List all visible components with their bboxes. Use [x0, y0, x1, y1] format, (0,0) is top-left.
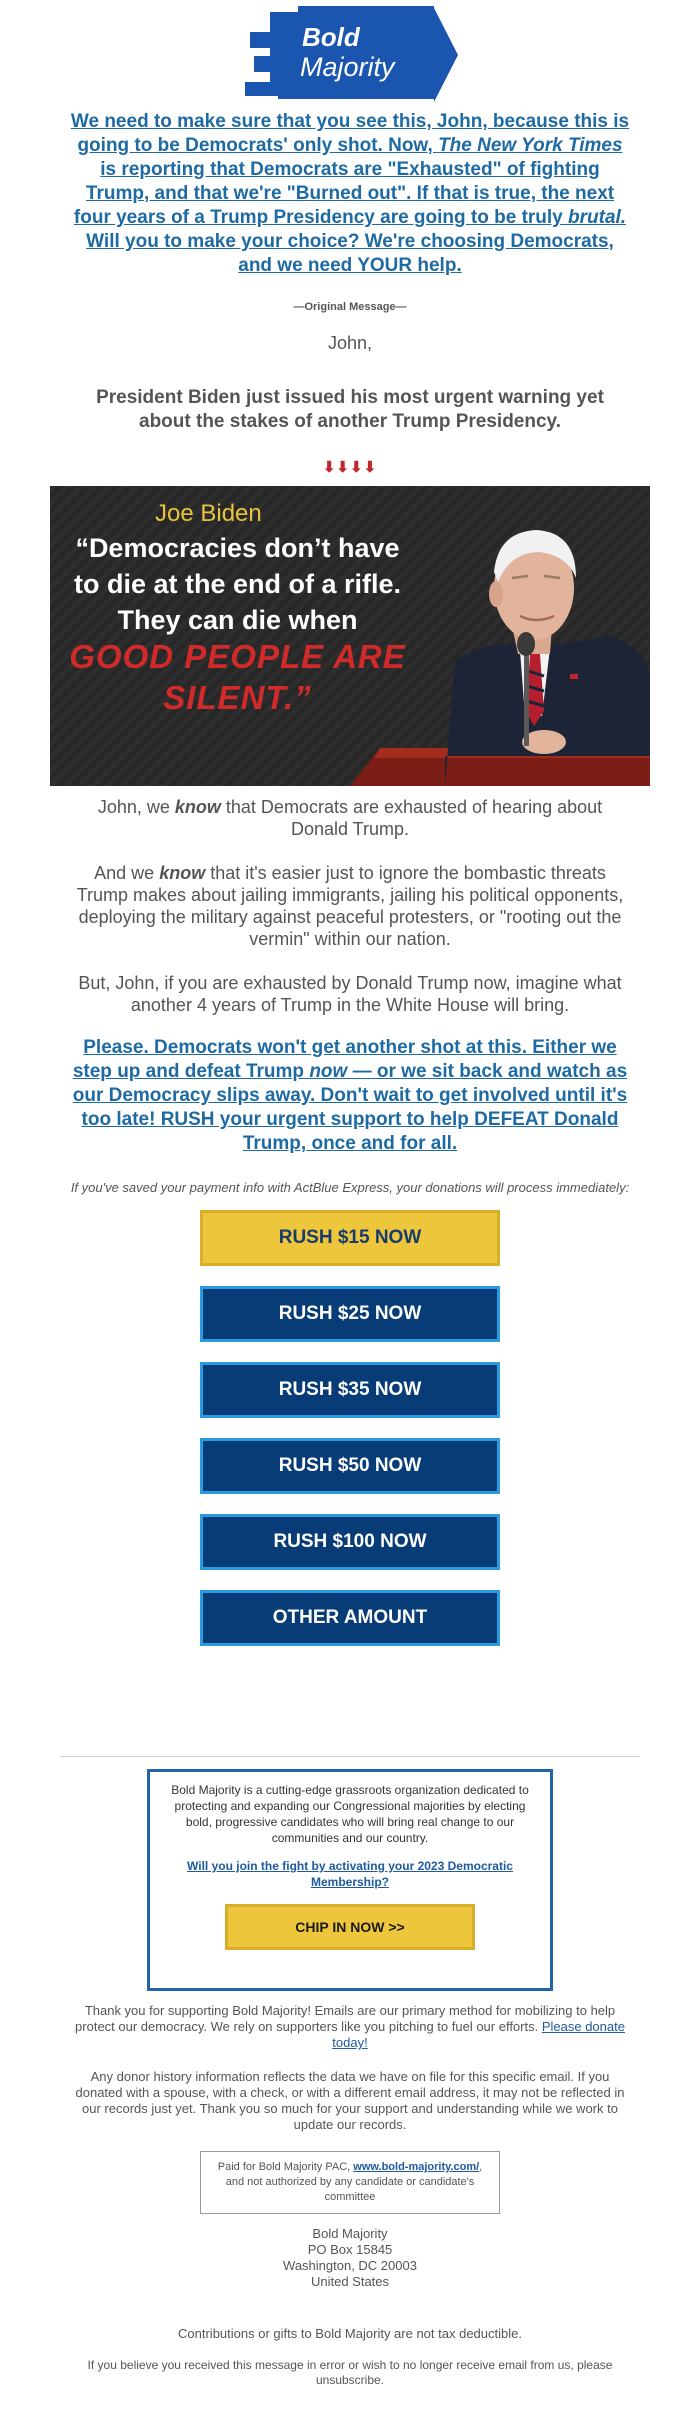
body-paragraph-2	[70, 862, 630, 950]
quote-main-text: “Democracies don’t have to die at the end of a rifle. They can die when	[73, 533, 402, 635]
intro-text-1: We need to make sure that you see this, John, because this is going to be Democrats' only shot. Now,	[70, 111, 630, 156]
cta-link-paragraph[interactable]	[70, 1036, 630, 1156]
bold-majority-logo[interactable]	[0, 0, 700, 110]
p1-know: know	[174, 797, 221, 817]
logo-word-majority: Majority	[300, 52, 395, 82]
greeting: John,	[327, 333, 373, 353]
intro-link-paragraph[interactable]	[70, 110, 630, 278]
membership-box	[147, 1769, 553, 1991]
biden-photo	[50, 486, 650, 786]
address-line: Bold Majority	[312, 2226, 388, 2241]
paid-text-a: Paid for Bold Majority PAC,	[217, 2161, 354, 2173]
p1-text-a: John, we	[97, 797, 175, 817]
cta-text-1: Please. Democrats won't get another shot at this. Either we step up and defeat Trump	[72, 1037, 617, 1082]
paid-for-disclaimer	[200, 2151, 500, 2214]
biden-quote-image[interactable]	[50, 486, 650, 786]
body-paragraph-3: But, John, if you are exhausted by Donald Trump now, imagine what another 4 years of Trump in the White House will bring.	[78, 973, 622, 1015]
body-paragraph-1	[70, 796, 630, 840]
donate-100-button[interactable]: RUSH $100 NOW	[200, 1514, 500, 1570]
down-arrows-icon: ⬇⬇⬇⬇	[322, 459, 378, 476]
website-link[interactable]: www.bold-majority.com/	[353, 2161, 480, 2173]
logo-arrow-icon	[240, 4, 460, 104]
donate-50-button[interactable]: RUSH $50 NOW	[200, 1438, 500, 1494]
donate-35-button[interactable]: RUSH $35 NOW	[200, 1362, 500, 1418]
intro-brutal: brutal.	[568, 207, 627, 228]
unsubscribe-text: If you believe you received this message in error or wish to no longer receive email from us, please	[87, 2358, 613, 2372]
address-line: United States	[310, 2274, 390, 2289]
donate-button-group	[0, 1210, 700, 1646]
please-donate-link[interactable]: Please donate today!	[332, 2019, 625, 2050]
intro-text-2: is reporting that Democrats are "Exhausted" of fighting Trump, and that we're "Burned out". If that is true, the next four years of a Trump Presidency are going to be truly	[73, 159, 615, 228]
cta-text-2: — or we sit back and watch as our Democracy slips away. Don't wait to get involved until it's too late! RUSH your urgent support to help DEFEAT Donald Trump, once and for all.	[72, 1061, 628, 1154]
logo-word-bold: Bold	[302, 22, 360, 52]
original-message-label: —Original Message—	[293, 301, 407, 313]
unsubscribe-notice	[70, 2358, 630, 2388]
address-line: Washington, DC 20003	[283, 2258, 417, 2273]
membership-ask-link[interactable]: Will you join the fight by activating your 2023 Democratic Membership?	[187, 1859, 513, 1889]
quote-emphasis-text: GOOD PEOPLE ARE SILENT.”	[69, 638, 406, 716]
intro-nyt: The New York Times	[438, 135, 623, 156]
headline: President Biden just issued his most urgent warning yet about the stakes of another Trump Presidency.	[96, 387, 604, 432]
footer-donor-history: Any donor history information reflects the data we have on file for this specific email. If you donated with a spouse, with a check, or with a different email address, it may not be reflected in our records just yet. Thank you so much for your support and understanding while we work to update our records.	[75, 2069, 625, 2132]
donate-15-button[interactable]: RUSH $15 NOW	[200, 1210, 500, 1266]
actblue-express-note: If you've saved your payment info with ActBlue Express, your donations will process immediately:	[70, 1180, 630, 1195]
p1-text-b: that Democrats are exhausted of hearing about Donald Trump.	[220, 797, 603, 839]
membership-description: Bold Majority is a cutting-edge grassroots organization dedicated to protecting and expanding our Congressional majorities by electing bold, progressive candidates who will bring real change to our communities and our country.	[171, 1783, 529, 1845]
footer-thanks-text: Thank you for supporting Bold Majority! Emails are our primary method for mobilizing to help protect our democracy. We rely on supporters like you pitching to fuel our efforts.	[75, 2003, 616, 2034]
donate-25-button[interactable]: RUSH $25 NOW	[200, 1286, 500, 1342]
address-line: PO Box 15845	[307, 2242, 393, 2257]
chip-in-now-button[interactable]: CHIP IN NOW >>	[225, 1904, 475, 1950]
section-divider	[60, 1756, 640, 1757]
unsubscribe-link[interactable]: unsubscribe.	[315, 2373, 385, 2387]
p2-know: know	[159, 863, 206, 883]
mailing-address	[70, 2226, 630, 2290]
p2-text-b: that it's easier just to ignore the bombastic threats Trump makes about jailing immigrants, jailing his political opponents, deploying the military against peaceful protesters, or "rooting out the vermin" within our nation.	[76, 863, 624, 949]
intro-text-3: Will you to make your choice? We're choosing Democrats, and we need YOUR help.	[86, 231, 614, 276]
donate-other-amount-button[interactable]: OTHER AMOUNT	[200, 1590, 500, 1646]
quote-speaker: Joe Biden	[155, 500, 262, 527]
tax-deductible-notice: Contributions or gifts to Bold Majority are not tax deductible.	[178, 2326, 522, 2341]
p2-text-a: And we	[94, 863, 160, 883]
footer-thanks	[70, 2003, 630, 2051]
paid-text-b: , and not authorized by any candidate or candidate's committee	[225, 2161, 483, 2203]
cta-now: now	[309, 1061, 348, 1082]
